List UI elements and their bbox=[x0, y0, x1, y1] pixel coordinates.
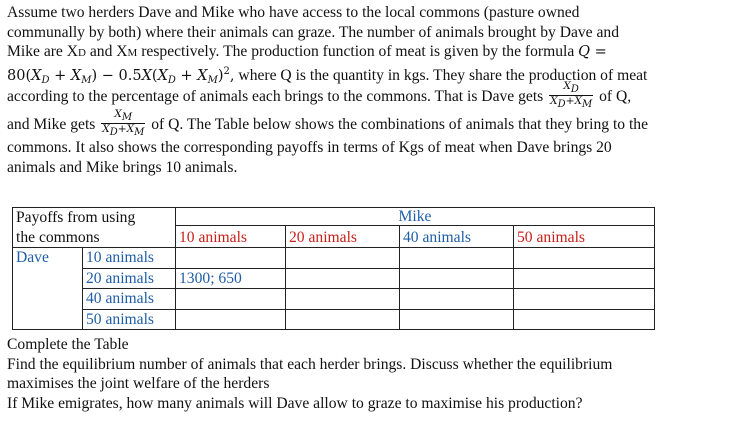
dave-row-header: 10 animals bbox=[83, 248, 176, 269]
table-cell bbox=[286, 268, 400, 289]
table-corner-header bbox=[13, 208, 176, 248]
question-line: maximises the joint welfare of the herders bbox=[7, 375, 270, 393]
subscript: D bbox=[78, 47, 86, 60]
table-cell bbox=[176, 309, 286, 330]
table-row bbox=[13, 268, 655, 289]
paragraph-line-8: animals and Mike brings 10 animals. bbox=[7, 158, 238, 176]
table-row bbox=[13, 208, 655, 226]
questions bbox=[7, 335, 612, 413]
text: Mike are X bbox=[7, 43, 79, 61]
text: and X bbox=[85, 43, 128, 61]
mike-group-header: Mike bbox=[176, 208, 655, 226]
table-cell bbox=[286, 248, 400, 269]
paragraph-line-5 bbox=[7, 80, 731, 111]
paragraph-line-2: communally by both) where their animals can graze. The number of animals brought by Dave and bbox=[7, 23, 620, 41]
dave-row-header: 20 animals bbox=[83, 268, 176, 289]
text: according to the percentage of animals each brings to the commons. That is Dave gets bbox=[7, 88, 548, 106]
table-row bbox=[13, 248, 655, 269]
question-line: Find the equilibrium number of animals that each herder brings. Discuss whether the equilibrium bbox=[7, 355, 613, 373]
paragraph-line-3 bbox=[7, 42, 731, 62]
paragraph-line-1: Assume two herders Dave and Mike who have access to the local commons (pasture owned bbox=[7, 4, 580, 21]
paragraph-line-4 bbox=[7, 62, 731, 86]
table-cell bbox=[400, 289, 514, 310]
mike-col-header: 10 animals bbox=[176, 226, 286, 248]
production-formula: $80(X_D + X_M) - 0.5X(X_D + X_M)^2$, bbox=[7, 65, 235, 86]
fraction-numerator: $X_M$ bbox=[101, 109, 145, 124]
table-row bbox=[13, 289, 655, 310]
mike-col-header: 40 animals bbox=[400, 226, 514, 248]
dave-group-header: Dave bbox=[13, 248, 83, 330]
text: where Q is the quantity in kgs. They share the production of meat bbox=[234, 66, 648, 84]
table-cell bbox=[514, 289, 655, 310]
table-cell bbox=[176, 248, 286, 269]
dave-share-fraction bbox=[549, 81, 593, 110]
question-line: Complete the Table bbox=[7, 336, 129, 353]
mike-share-fraction bbox=[101, 109, 145, 138]
table-cell bbox=[514, 268, 655, 289]
mike-col-header: 20 animals bbox=[286, 226, 400, 248]
text: of Q, bbox=[595, 88, 632, 106]
subscript: M bbox=[127, 47, 138, 60]
fraction-denominator: $X_D+X_M$ bbox=[550, 95, 593, 111]
table-cell bbox=[400, 248, 514, 269]
problem-paragraph bbox=[7, 3, 731, 178]
text: and Mike gets bbox=[7, 116, 100, 134]
table-cell bbox=[286, 309, 400, 330]
table-cell bbox=[286, 289, 400, 310]
table-cell bbox=[400, 268, 514, 289]
table-cell bbox=[514, 248, 655, 269]
table-cell bbox=[176, 289, 286, 310]
table-cell bbox=[400, 309, 514, 330]
payoff-cell bbox=[176, 268, 286, 289]
table-cell bbox=[514, 309, 655, 330]
payoff-value: 1300; 650 bbox=[179, 269, 242, 287]
header-line: the commons bbox=[16, 228, 100, 246]
payoff-table bbox=[12, 207, 655, 330]
paragraph-line-7: commons. It also shows the corresponding payoffs in terms of Kgs of meat when Dave brings 20 bbox=[7, 139, 612, 157]
text: respectively. The production function of meat is given by the formula bbox=[137, 43, 579, 61]
dave-row-header: 50 animals bbox=[83, 309, 176, 330]
table-row bbox=[13, 309, 655, 330]
formula-q: Q = bbox=[578, 44, 607, 61]
mike-col-header: 50 animals bbox=[514, 226, 655, 248]
dave-row-header: 40 animals bbox=[83, 289, 176, 310]
fraction-numerator: $X_D$ bbox=[549, 81, 593, 96]
fraction-denominator: $X_D+X_M$ bbox=[102, 123, 145, 139]
question-line: If Mike emigrates, how many animals will Dave allow to graze to maximise his production? bbox=[7, 394, 583, 412]
header-line: Payoffs from using bbox=[16, 209, 136, 226]
text: of Q. The Table below shows the combinations of animals that they bring to the bbox=[147, 116, 649, 134]
paragraph-line-6 bbox=[7, 110, 731, 138]
